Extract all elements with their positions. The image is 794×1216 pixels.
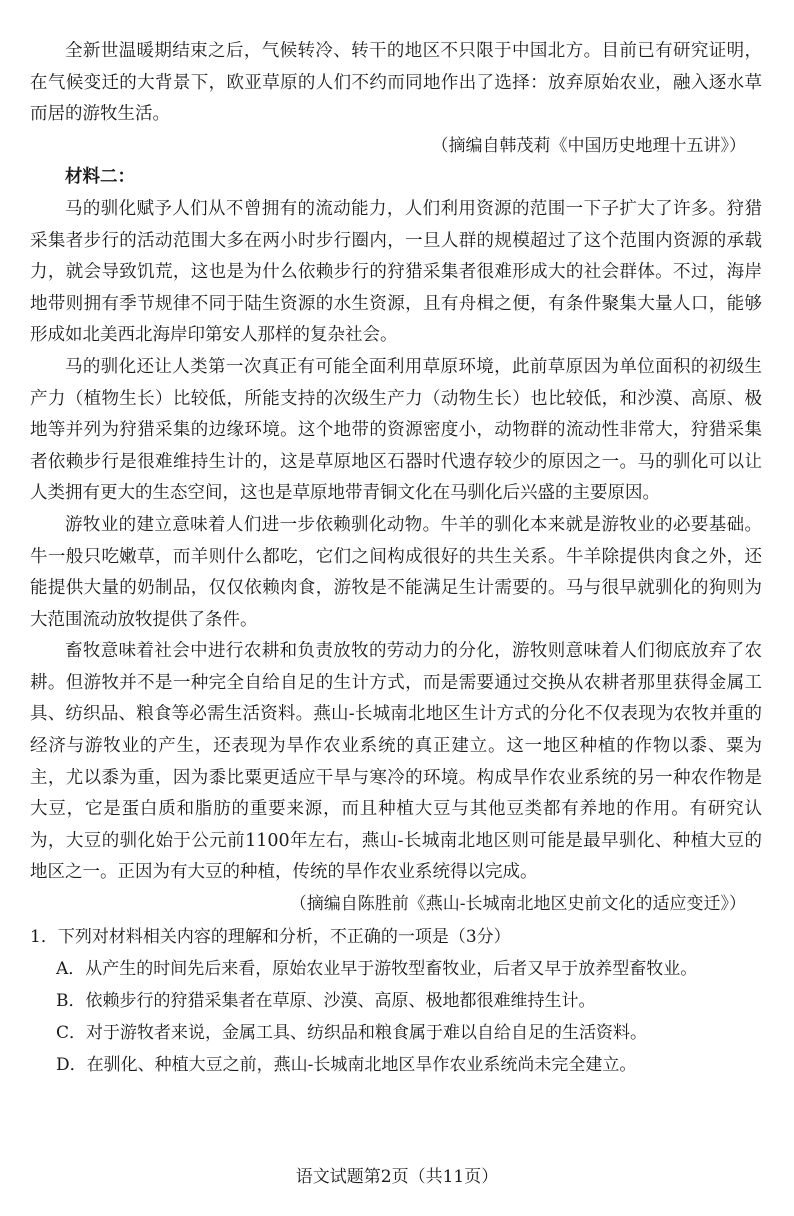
- source-citation: （摘编自韩茂莉《中国历史地理十五讲》）: [431, 135, 746, 156]
- body-paragraph: 马的驯化还让人类第一次真正有可能全面利用草原环境，此前草原因为单位面积的初级生产力（植物生长）比较低，所能支持的次级生产力（动物生长）也比较低，和沙漠、高原、极地等并列为狩猎采集的边缘环境。这个地带的资源密度小，动物群的流动性非常大，狩猎采集者依赖步行是很难维持生计的，这是草原地区石器时代遗存较少的原因之一。马的驯化可以让人类拥有更大的生态空间，这也是草原地带青铜文化在马驯化后兴盛的主要原因。: [30, 356, 762, 504]
- option-c: C．对于游牧者来说，金属工具、纺织品和粮食属于难以自给自足的生活资料。: [56, 1022, 648, 1043]
- body-paragraph: 马的驯化赋予人们从不曾拥有的流动能力，人们利用资源的范围一下子扩大了许多。狩猎采集者步行的活动范围大多在两小时步行圈内，一旦人群的规模超过了这个范围内资源的承载力，就会导致饥荒，这也是为什么依赖步行的狩猎采集者很难形成大的社会群体。不过，海岸地带则拥有季节规律不同于陆生资源的水生资源，且有舟楫之便，有条件聚集大量人口，能够形成如北美西北海岸印第安人那样的复杂社会。: [30, 198, 762, 346]
- option-a: A．从产生的时间先后来看，原始农业早于游牧型畜牧业，后者又早于放养型畜牧业。: [56, 958, 698, 979]
- question-stem: 1．下列对材料相关内容的理解和分析，不正确的一项是（3分）: [30, 926, 511, 947]
- body-paragraph: 全新世温暖期结束之后，气候转冷、转干的地区不只限于中国北方。目前已有研究证明，在气候变迁的大背景下，欧亚草原的人们不约而同地作出了选择：放弃原始农业，融入逐水草而居的游牧生活。: [30, 41, 762, 125]
- body-paragraph: 畜牧意味着社会中进行农耕和负责放牧的劳动力的分化，游牧则意味着人们彻底放弃了农耕。但游牧并不是一种完全自给自足的生计方式，而是需要通过交换从农耕者那里获得金属工具、纺织品、粮食等必需生活资料。燕山-长城南北地区生计方式的分化不仅表现为农牧并重的经济与游牧业的产生，还表现为旱作农业系统的真正建立。这一地区种植的作物以黍、粟为主，尤以黍为重，因为黍比粟更适应干旱与寒冷的环境。构成旱作农业系统的另一种农作物是大豆，它是蛋白质和脂肪的重要来源，而且种植大豆与其他豆类都有养地的作用。有研究认为，大豆的驯化始于公元前1100年左右，燕山-长城南北地区则可能是最早驯化、种植大豆的地区之一。正因为有大豆的种植，传统的旱作农业系统得以完成。: [30, 641, 762, 883]
- page-footer: 语文试题第2页（共11页）: [295, 1167, 499, 1187]
- option-b: B．依赖步行的狩猎采集者在草原、沙漠、高原、极地都很难维持生计。: [56, 990, 596, 1011]
- option-d: D．在驯化、种植大豆之前，燕山-长城南北地区旱作农业系统尚未完全建立。: [56, 1054, 637, 1075]
- source-citation: （摘编自陈胜前《燕山-长城南北地区史前文化的适应变迁》）: [289, 894, 746, 915]
- body-paragraph: 游牧业的建立意味着人们进一步依赖驯化动物。牛羊的驯化本来就是游牧业的必要基础。牛一般只吃嫩草，而羊则什么都吃，它们之间构成很好的共生关系。牛羊除提供肉食之外，还能提供大量的奶制品，仅仅依赖肉食，游牧是不能满足生计需要的。马与很早就驯化的狗则为大范围流动放牧提供了条件。: [30, 514, 762, 630]
- material-heading: 材料二：: [65, 167, 135, 188]
